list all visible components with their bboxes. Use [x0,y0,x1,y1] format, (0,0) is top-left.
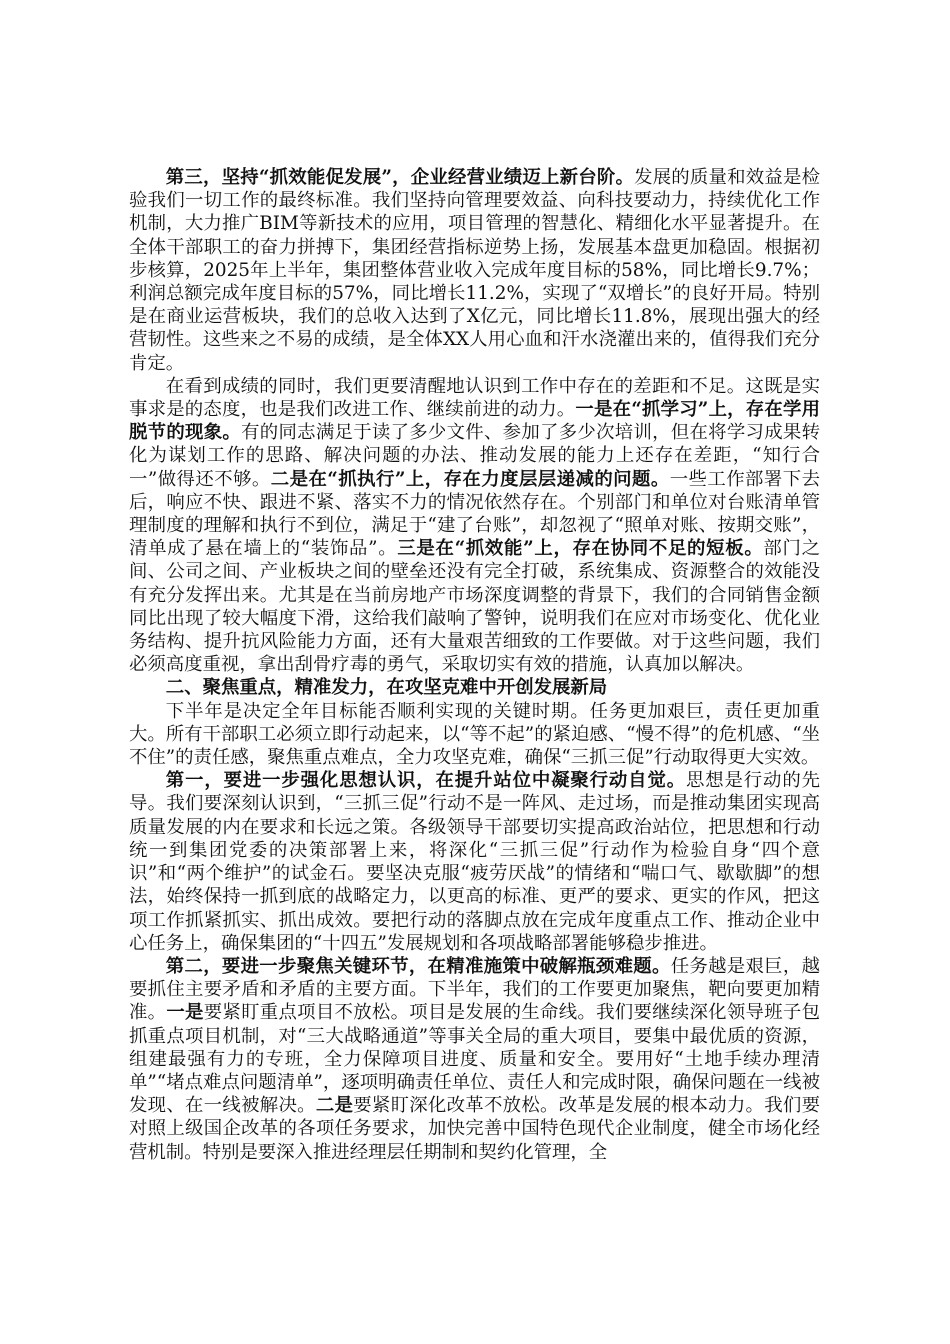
paragraph-5 [129,955,820,1164]
paragraph-2-point-3: 三是在“抓效能”上，存在协同不足的短板。 [397,538,764,560]
paragraph-2 [129,375,820,677]
document-page [129,166,820,1164]
paragraph-5-lead: 第二，要进一步聚焦关键环节，在精准施策中破解瓶颈难题。 [165,955,671,977]
paragraph-3: 下半年是决定全年目标能否顺利实现的关键时期。任务更加艰巨，责任更加重大。所有干部职工必须立即行动起来，以“等不起”的紧迫感、“慢不得”的危机感、“坐不住”的责任感，聚焦重点难点，全力攻坚克难，确保“三抓三促”行动取得更大实效。 [129,700,820,769]
paragraph-2-body-1: 在看到成绩的同时，我们更要清醒地认识到工作中存在的差距和不足。这既是实事求是的态度，也是我们改进工作、继续前进的动力。 [129,375,820,421]
paragraph-1-lead: 第三，坚持“抓效能促发展”，企业经营业绩迈上新台阶。 [165,167,635,188]
paragraph-5-body-2: 要紧盯重点项目不放松。项目是发展的生命线。我们要继续深化领导班子包抓重点项目机制，对“三大战略通道”等事关全局的重大项目，要集中最优质的资源，组建最强有力的专班，全力保障项目进度、质量和安全。要用好“土地手续办理清单”“堵点难点问题清单”，逐项明确责任单位、责任人和完成时限，确保问题在一线被发现、在一线被解决。 [129,1002,820,1117]
paragraph-2-body-2: 有的同志满足于读了多少文件、参加了多少次培训，但在将学习成果转化为谋划工作的思路、解决问题的办法、推动发展的能力上还存在差距，“知行合一”做得还不够。 [129,422,820,490]
paragraph-2-body-3: 一些工作部署下去后，响应不快、跟进不紧、落实不力的情况依然存在。个别部门和单位对台账清单管理制度的理解和执行不到位，满足于“建了台账”，却忽视了“照单对账、按期交账”，清单成了悬在墙上的“装饰品”。 [129,468,820,560]
paragraph-2-body-4: 部门之间、公司之间、产业板块之间的壁垒还没有完全打破，系统集成、资源整合的效能没有充分发挥出来。尤其是在当前房地产市场深度调整的背景下，我们的合同销售金额同比出现了较大幅度下滑，这给我们敲响了警钟，说明我们在应对市场变化、优化业务结构、提升抗风险能力方面，还有大量艰苦细致的工作要做。对于这些问题，我们必须高度重视，拿出刮骨疗毒的勇气，采取切实有效的措施，认真加以解决。 [129,538,820,676]
paragraph-4-body: 思想是行动的先导。我们要深刻认识到，“三抓三促”行动不是一阵风、走过场，而是推动集团实现高质量发展的内在要求和长远之策。各级领导干部要切实提高政治站位，把思想和行动统一到集团党委的决策部署上来，将深化“三抓三促”行动作为检验自身“四个意识”和“两个维护”的试金石。要坚决克服“疲劳厌战”的情绪和“喘口气、歇歇脚”的想法，始终保持一抓到底的战略定力，以更高的标准、更严的要求、更实的作风，把这项工作抓紧抓实、抓出成效。要把行动的落脚点放在完成年度重点工作、推动企业中心任务上，确保集团的“十四五”发展规划和各项战略部署能够稳步推进。 [129,770,820,954]
paragraph-1 [129,166,820,375]
paragraph-5-body-1: 任务越是艰巨，越要抓住主要矛盾和矛盾的主要方面。下半年，我们的工作要更加聚焦，靶向要更加精准。 [129,955,820,1024]
paragraph-1-body: 发展的质量和效益是检验我们一切工作的最终标准。我们坚持向管理要效益、向科技要动力，持续优化工作机制，大力推广BIM等新技术的应用，项目管理的智慧化、精细化水平显著提升。在全体干部职工的奋力拼搏下，集团经营指标逆势上扬，发展基本盘更加稳固。根据初步核算，2025年上半年，集团整体营业收入完成年度目标的58%，同比增长9.7%；利润总额完成年度目标的57%，同比增长11.2%，实现了“双增长”的良好开局。特别是在商业运营板块，我们的总收入达到了X亿元，同比增长11.8%，展现出强大的经营韧性。这些来之不易的成绩，是全体XX人用心血和汗水浇灌出来的，值得我们充分肯定。 [129,167,820,374]
paragraph-4-lead: 第一，要进一步强化思想认识，在提升站位中凝聚行动自觉。 [165,770,686,792]
paragraph-5-body-3: 要紧盯深化改革不放松。改革是发展的根本动力。我们要对照上级国企改革的各项任务要求，加快完善中国特色现代企业制度，健全市场化经营机制。特别是要深入推进经理层任期制和契约化管理，全 [129,1095,820,1163]
paragraph-2-point-1: 一是在“抓学习”上，存在学用脱节的现象。 [129,399,820,444]
paragraph-4 [129,769,820,955]
paragraph-2-point-2: 二是在“抓执行”上，存在力度层层递减的问题。 [270,468,670,490]
paragraph-5-point-1: 一是 [166,1002,204,1024]
section-heading: 二、聚焦重点，精准发力，在攻坚克难中开创发展新局 [165,677,608,699]
paragraph-5-point-2: 二是 [315,1095,354,1117]
